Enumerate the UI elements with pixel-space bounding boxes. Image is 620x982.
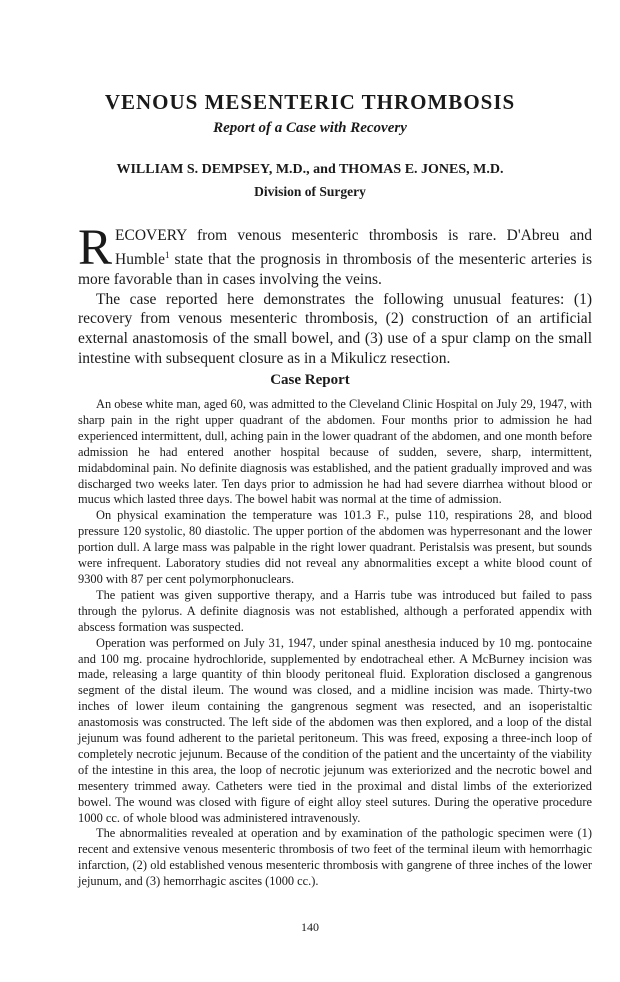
reference-marker: 1 [164, 249, 170, 260]
intro-paragraph-1 [78, 220, 592, 290]
body-paragraph: The patient was given supportive therapy, and a Harris tube was introduced but failed to pass through the pylorus. A definite diagnosis was not established, although a perforated appendix with abscess formation was suspected. [78, 587, 592, 634]
intro-text: ECOVERY from venous mesenteric thrombosis is rare. D'Abreu and Humble [115, 227, 592, 268]
article-subtitle: Report of a Case with Recovery [213, 120, 407, 136]
author-affiliation: Division of Surgery [254, 184, 366, 199]
body-paragraph: On physical examination the temperature was 101.3 F., pulse 110, respirations 28, and blood pressure 120 systolic, 80 diastolic. The upper portion of the abdomen was hyperresonant and the lower portion dull. A large mass was palpable in the right lower quadrant. Peristalsis was present, but sounds were infrequent. Laboratory studies did not reveal any abnormalities except a white blood count of 9300 with 87 per cent polymorphonuclears. [78, 508, 592, 586]
body-paragraph: An obese white man, aged 60, was admitted to the Cleveland Clinic Hospital on July 29, 1947, with sharp pain in the right upper quadrant of the abdomen. Four months prior to admission he had experienced intermittent, dull, aching pain in the lower quadrant of the abdomen, and one month before admission he had entered another hospital because of sudden, severe, sharp, intermittent, midabdominal pain. No definite diagnosis was established, and the patient gradually improved and was discharged two weeks later. Ten days prior to admission he had had severe diarrhea without blood or mucus which lasted three days. The bowel habit was normal at the time of admission. [78, 397, 592, 507]
case-report-body [78, 397, 592, 890]
introduction [78, 220, 592, 369]
body-paragraph: Operation was performed on July 31, 1947, under spinal anesthesia induced by 10 mg. pontocaine and 100 mg. procaine hydrochloride, supplemented by endotracheal ether. A McBurney incision was made, releasing a large quantity of thin bloody peritoneal fluid. Exploration disclosed a gangrenous segment of the distal ileum. The wound was closed, and a midline incision was made. Thirty-two inches of lower ileum containing the gangrenous segment was resected, and an isoperistaltic anastomosis was constructed. The left side of the abdomen was then explored, and a loop of the distal jejunum was found adherent to the parietal peritoneum. This was freed, exposing a three-inch loop of completely necrotic jejunum. Because of the condition of the patient and the uncertainty of the viability of the intestine in this area, the loop of necrotic jejunum was exteriorized and the necrotic bowel and mesentery trimmed away. Catheters were tied in the proximal and distal limbs of the exteriorized bowel. The wound was closed with figure of eight alloy steel sutures. During the operative procedure 1000 cc. of whole blood was administered intravenously. [78, 635, 592, 825]
drop-cap: R [78, 220, 113, 276]
intro-paragraph-2: The case reported here demonstrates the following unusual features: (1) recovery from venous mesenteric thrombosis, (2) construction of an artificial external anastomosis of the small bowel, and (3) use of a spur clamp on the small intestine with subsequent closure as in a Mikulicz resection. [78, 290, 592, 367]
author-line: WILLIAM S. DEMPSEY, M.D., and THOMAS E. JONES, M.D. [116, 162, 504, 177]
intro-text-tail: state that the prognosis in thrombosis of the mesenteric arteries is more favorable than in cases involving the veins. [78, 250, 592, 288]
section-heading: Case Report [270, 372, 350, 388]
article-title: VENOUS MESENTERIC THROMBOSIS [104, 90, 516, 114]
page-number: 140 [301, 920, 319, 934]
body-paragraph: The abnormalities revealed at operation and by examination of the pathologic specimen were (1) recent and extensive venous mesenteric thrombosis of two feet of the terminal ileum with hemorrhagic infarction, (2) old established venous mesenteric thrombosis with gangrene of three inches of the lower jejunum, and (3) hemorrhagic ascites (1000 cc.). [78, 826, 592, 889]
